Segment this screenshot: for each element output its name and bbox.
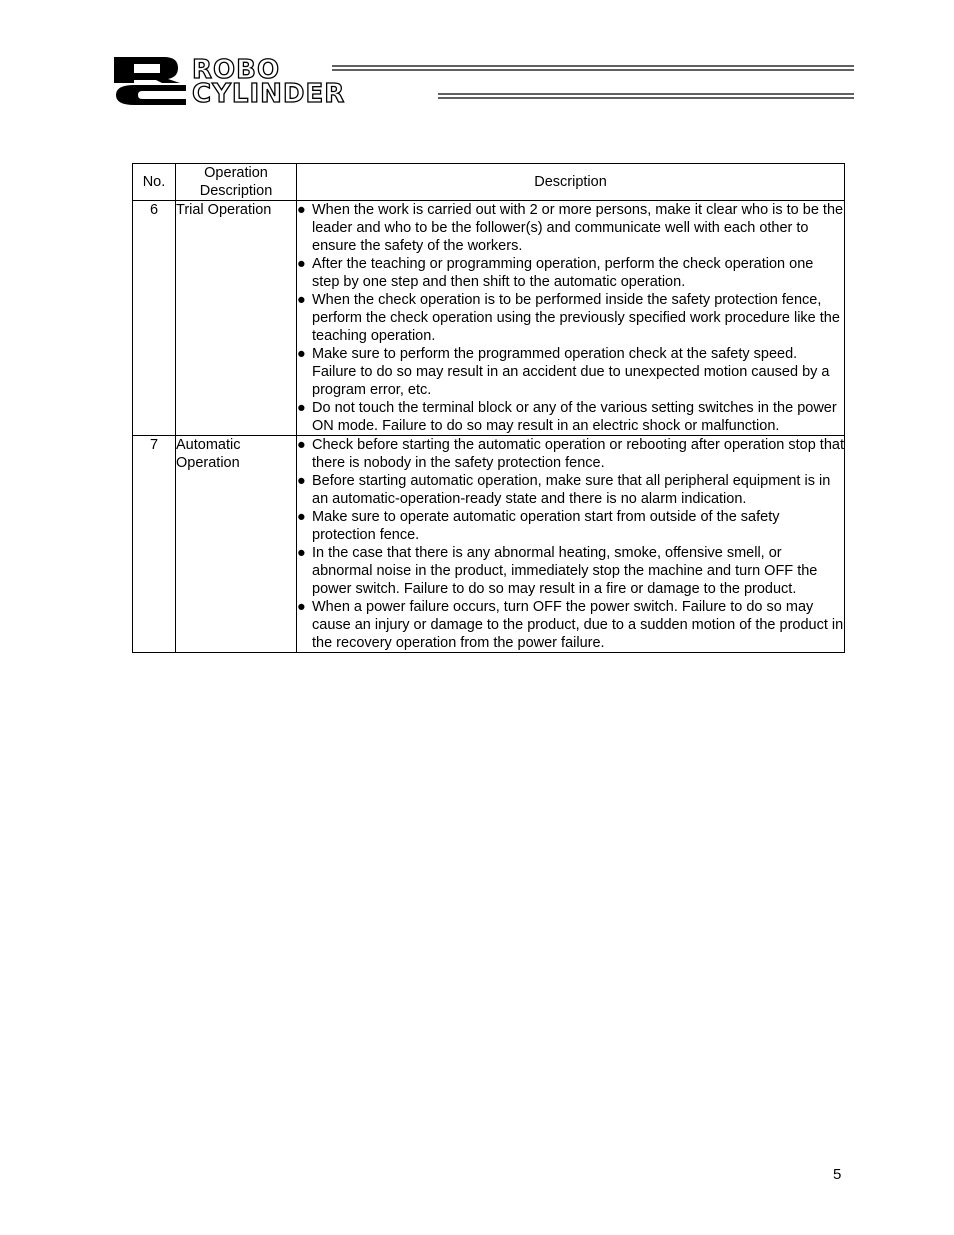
list-item (297, 544, 844, 598)
list-item-text: Check before starting the automatic operation or rebooting after operation stop that there is nobody in the safety protection fence. (312, 437, 844, 471)
table-header-row (133, 164, 845, 201)
rc-monogram (114, 57, 186, 105)
bullet-icon: ● (297, 545, 306, 561)
safety-operations-table (132, 163, 845, 653)
list-item-text: Make sure to operate automatic operation start from outside of the safety protection fence. (312, 509, 780, 543)
list-item (297, 598, 844, 652)
table-row-trial-operation (133, 201, 845, 436)
header-description: Description (297, 164, 845, 201)
list-item (297, 255, 844, 291)
bullet-icon: ● (297, 599, 306, 615)
list-item-text: When the check operation is to be performed inside the safety protection fence, perform the check operation using the previously specified work procedure like the teaching operation. (312, 292, 840, 344)
page-number: 5 (833, 1166, 842, 1183)
bullet-icon: ● (297, 400, 306, 416)
header-rules (332, 66, 854, 98)
list-item (297, 399, 844, 435)
list-item (297, 345, 844, 399)
bullet-list (297, 201, 844, 435)
bullet-icon: ● (297, 473, 306, 489)
list-item-text: Do not touch the terminal block or any of the various setting switches in the power ON mode. Failure to do so may result in an electric shock or malfunction. (312, 400, 837, 434)
robo-cylinder-logo-graphic (112, 56, 854, 106)
list-item (297, 436, 844, 472)
list-item (297, 201, 844, 255)
row-number: 6 (133, 201, 176, 436)
logo-word-cylinder: CYLINDER (192, 79, 346, 106)
logo-word-robo: ROBO (192, 56, 281, 85)
bullet-list (297, 436, 844, 652)
list-item (297, 508, 844, 544)
list-item-text: Make sure to perform the programmed operation check at the safety speed. Failure to do so may result in an accident due to unexpected motion caused by a program error, etc. (312, 346, 830, 398)
row-number: 7 (133, 436, 176, 653)
list-item-text: When a power failure occurs, turn OFF the power switch. Failure to do so may cause an injury or damage to the product, due to a sudden motion of the product in the recovery operation from the power failure. (312, 599, 844, 651)
robo-cylinder-logo (112, 56, 854, 106)
header-operation-description: Operation Description (176, 164, 297, 201)
list-item-text: Before starting automatic operation, make sure that all peripheral equipment is in an automatic-operation-ready state and there is no alarm indication. (312, 473, 831, 507)
list-item (297, 472, 844, 508)
bullet-icon: ● (297, 202, 306, 218)
row-operation: Automatic Operation (176, 436, 297, 653)
row-description (297, 436, 845, 653)
row-description (297, 201, 845, 436)
table-row-automatic-operation (133, 436, 845, 653)
bullet-icon: ● (297, 509, 306, 525)
bullet-icon: ● (297, 292, 306, 308)
row-operation: Trial Operation (176, 201, 297, 436)
header-no: No. (133, 164, 176, 201)
list-item-text: In the case that there is any abnormal heating, smoke, offensive smell, or abnormal noise in the product, immediately stop the machine and turn OFF the power switch. Failure to do so may result in a fire or damage to the product. (312, 545, 818, 597)
bullet-icon: ● (297, 437, 306, 453)
bullet-icon: ● (297, 346, 306, 362)
list-item-text: When the work is carried out with 2 or more persons, make it clear who is to be the leader and who to be the follower(s) and communicate well with each other to ensure the safety of the workers. (312, 202, 844, 254)
list-item (297, 291, 844, 345)
list-item-text: After the teaching or programming operation, perform the check operation one step by one step and then shift to the automatic operation. (312, 256, 814, 290)
bullet-icon: ● (297, 256, 306, 272)
